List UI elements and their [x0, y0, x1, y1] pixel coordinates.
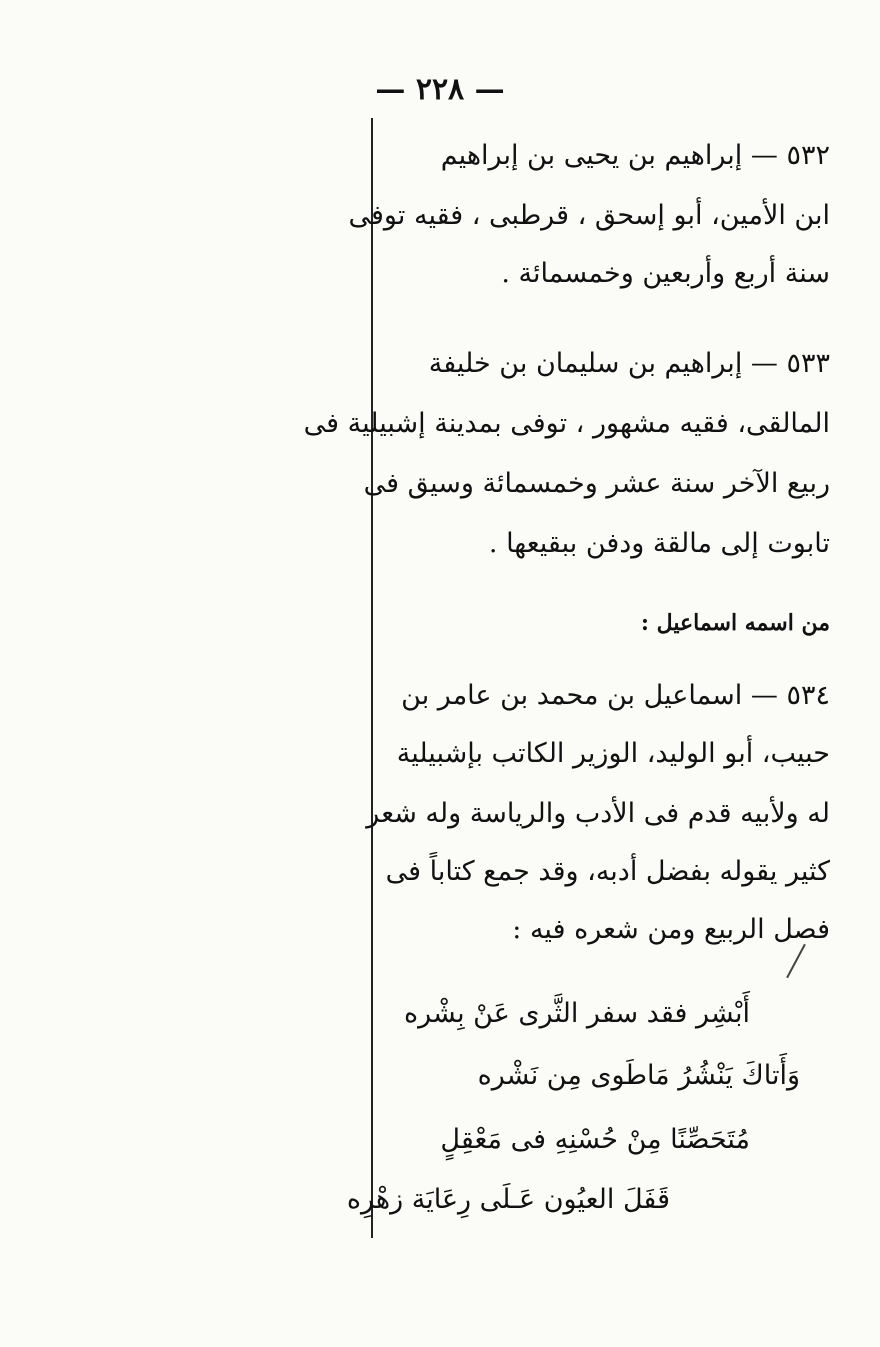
page-number: — ٢٢٨ — [375, 72, 505, 107]
entry-532-line-2: ابن الأمين، أبو إسحق ، قرطبى ، فقيه توفى [348, 200, 830, 231]
entry-534-line-1: ٥٣٤ — اسماعيل بن محمد بن عامر بن [401, 680, 830, 711]
poem-line-2: وَأَتاكَ يَنْشُرُ مَاطَوى مِن نَشْره [477, 1060, 800, 1091]
entry-533-line-2: المالقى، فقيه مشهور ، توفى بمدينة إشبيلية فى [303, 408, 830, 439]
entry-534-line-2: حبيب، أبو الوليد، الوزير الكاتب بإشبيلية [396, 738, 830, 769]
entry-534-line-4: كثير يقوله بفضل أدبه، وقد جمع كتاباً فى [385, 856, 830, 887]
column-divider [371, 118, 373, 1238]
poem-line-4: قَفَلَ العيُون عَـلَى رِعَايَة زهْرِه [346, 1184, 670, 1215]
entry-534-line-3: له ولأبيه قدم فى الأدب والرياسة وله شعر [366, 798, 830, 829]
poem-line-1: أَبْشِر فقد سفر الثَّرى عَنْ بِشْره [403, 998, 750, 1029]
entry-533-line-4: تابوت إلى مالقة ودفن ببقيعها . [488, 528, 830, 559]
entry-534-line-5: فصل الربيع ومن شعره فيه : [512, 914, 830, 945]
entry-532-line-1: ٥٣٢ — إبراهيم بن يحيى بن إبراهيم [440, 140, 830, 171]
stray-pen-mark [786, 944, 806, 978]
entry-533-line-3: ربيع الآخر سنة عشر وخمسمائة وسيق فى [363, 468, 830, 499]
entry-533-line-1: ٥٣٣ — إبراهيم بن سليمان بن خليفة [428, 348, 830, 379]
section-heading: من اسمه اسماعيل : [640, 610, 830, 636]
poem-line-3: مُتَحَصِّنًا مِنْ حُسْنِهِ فى مَعْقِلٍ [440, 1124, 750, 1155]
entry-532-line-3: سنة أربع وأربعين وخمسمائة . [501, 258, 830, 289]
